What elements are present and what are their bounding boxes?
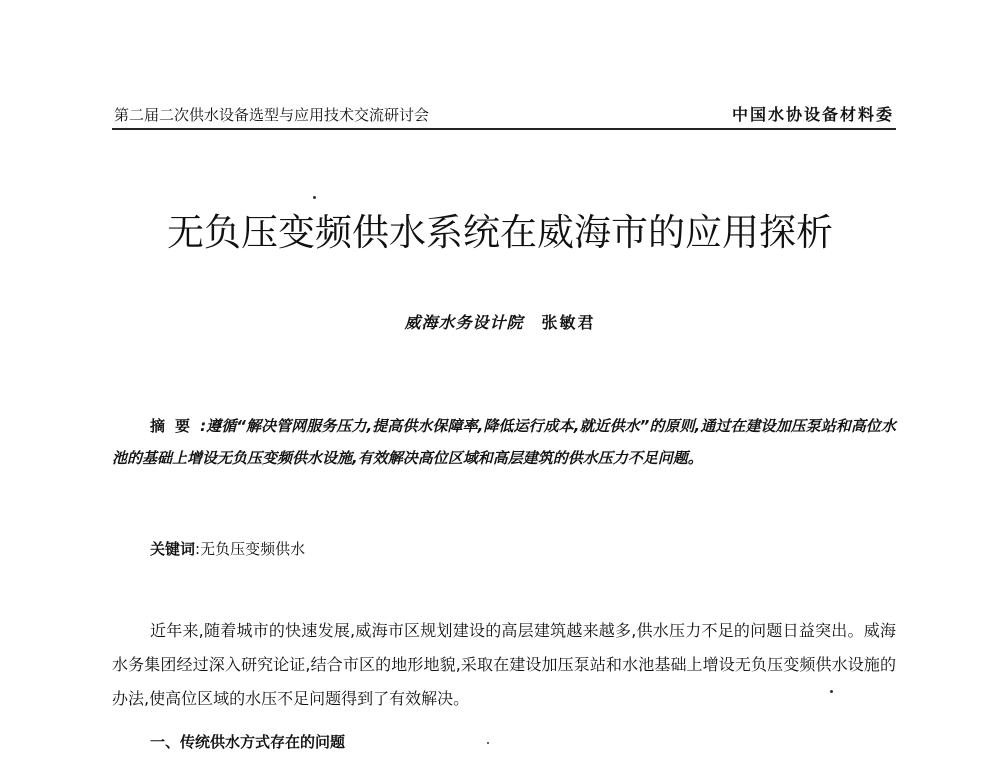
abstract-label: 摘要	[150, 417, 201, 435]
section-heading: 一、传统供水方式存在的问题	[150, 733, 346, 751]
body-paragraph: 近年来,随着城市的快速发展,威海市区规划建设的高层建筑越来越多,供水压力不足的问题日益突出。威海水务集团经过深入研究论证,结合市区的地形地貌,采取在建设加压泵站和水池基础上增设无负压变频供水设施的办法,使高位区域的水压不足问题得到了有效解决。	[112, 621, 896, 708]
keywords-label: 关键词	[150, 540, 196, 558]
abstract-text: :遵循“解决管网服务压力,提高供水保障率,降低运行成本,就近供水”的原则,通过在建设加压泵站和高位水池的基础上增设无负压变频供水设施,有效解决高位区域和高层建筑的供水压力不足问题。	[112, 417, 896, 467]
author-name: 张敏君	[541, 313, 596, 332]
keywords-text: :无负压变频供水	[195, 540, 306, 558]
scan-speck	[487, 742, 489, 744]
scan-speck	[313, 196, 316, 199]
running-header	[112, 104, 896, 130]
keywords	[150, 538, 305, 559]
paper-title: 无负压变频供水系统在威海市的应用探析	[167, 211, 833, 254]
committee-name: 中国水协设备材料委	[731, 105, 894, 124]
conference-name: 第二届二次供水设备选型与应用技术交流研讨会	[114, 106, 430, 124]
scan-speck	[830, 690, 833, 693]
abstract	[112, 410, 896, 474]
author-line	[0, 310, 1000, 333]
author-affiliation: 威海水务设计院	[404, 313, 524, 332]
